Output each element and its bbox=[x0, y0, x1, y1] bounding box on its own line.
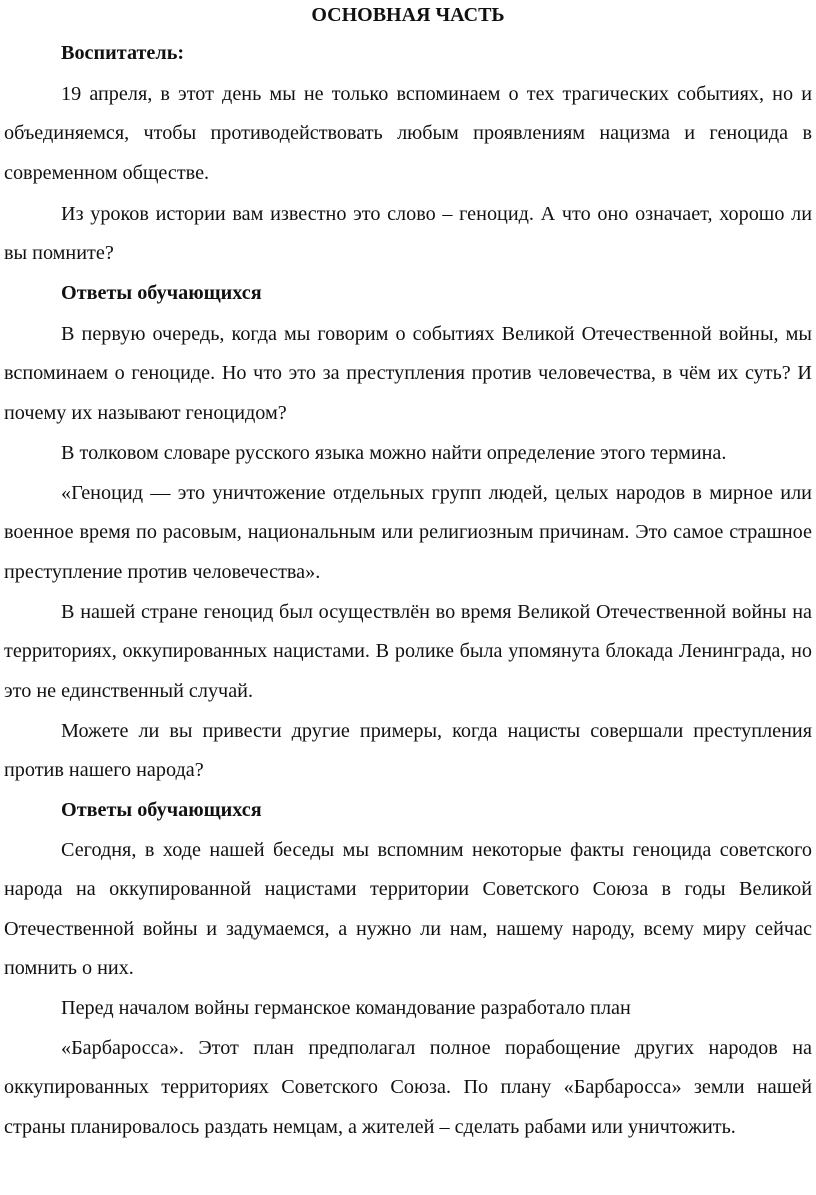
section-title: ОСНОВНАЯ ЧАСТЬ bbox=[311, 4, 505, 26]
student-answers-label: Ответы обучающихся bbox=[61, 282, 262, 304]
paragraph-definition-quote: «Геноцид — это уничтожение отдельных групп людей, целых народов в мирное или военное время по расовым, национальным или религиозным причинам. Это самое страшное преступление против человечества». bbox=[4, 482, 812, 583]
paragraph-war-crimes: В первую очередь, когда мы говорим о событиях Великой Отечественной войны, мы вспоминаем о геноциде. Но что это за преступления против человечества, в чём их суть? И почему их называют геноцидом? bbox=[4, 323, 812, 424]
paragraph-occupied-territories: В нашей стране геноцид был осуществлён во время Великой Отечественной войны на территориях, оккупированных нацистами. В ролике была упомянута блокада Ленинграда, но это не единственный случай. bbox=[4, 601, 812, 702]
student-answers-label-2: Ответы обучающихся bbox=[61, 799, 262, 821]
paragraph-today-discussion: Сегодня, в ходе нашей беседы мы вспомним некоторые факты геноцида советского народа на оккупированной нацистами территории Советского Союза в годы Великой Отечественной войны и задумаемся, а нужно ли нам, нашему народу, всему миру сейчас помнить о них. bbox=[4, 839, 812, 980]
paragraph-before-war: Перед началом войны германское командование разработало план bbox=[61, 997, 631, 1019]
paragraph-barbarossa: «Барбаросса». Этот план предполагал полное порабощение других народов на оккупированных территориях Советского Союза. По плану «Барбаросса» земли нашей страны планировалось раздать немцам, а жителей – сделать рабами или уничтожить. bbox=[4, 1037, 812, 1138]
paragraph-other-examples: Можете ли вы привести другие примеры, когда нацисты совершали преступления против нашего народа? bbox=[4, 720, 812, 782]
paragraph-dictionary: В толковом словаре русского языка можно найти определение этого термина. bbox=[61, 442, 727, 464]
paragraph-question-genocide: Из уроков истории вам известно это слово – геноцид. А что оно означает, хорошо ли вы помните? bbox=[4, 203, 812, 265]
paragraph-intro: 19 апреля, в этот день мы не только вспоминаем о тех трагических событиях, но и объединяемся, чтобы противодействовать любым проявлениям нацизма и геноцида в современном обществе. bbox=[4, 83, 812, 184]
speaker-label-teacher: Воспитатель: bbox=[61, 42, 185, 64]
